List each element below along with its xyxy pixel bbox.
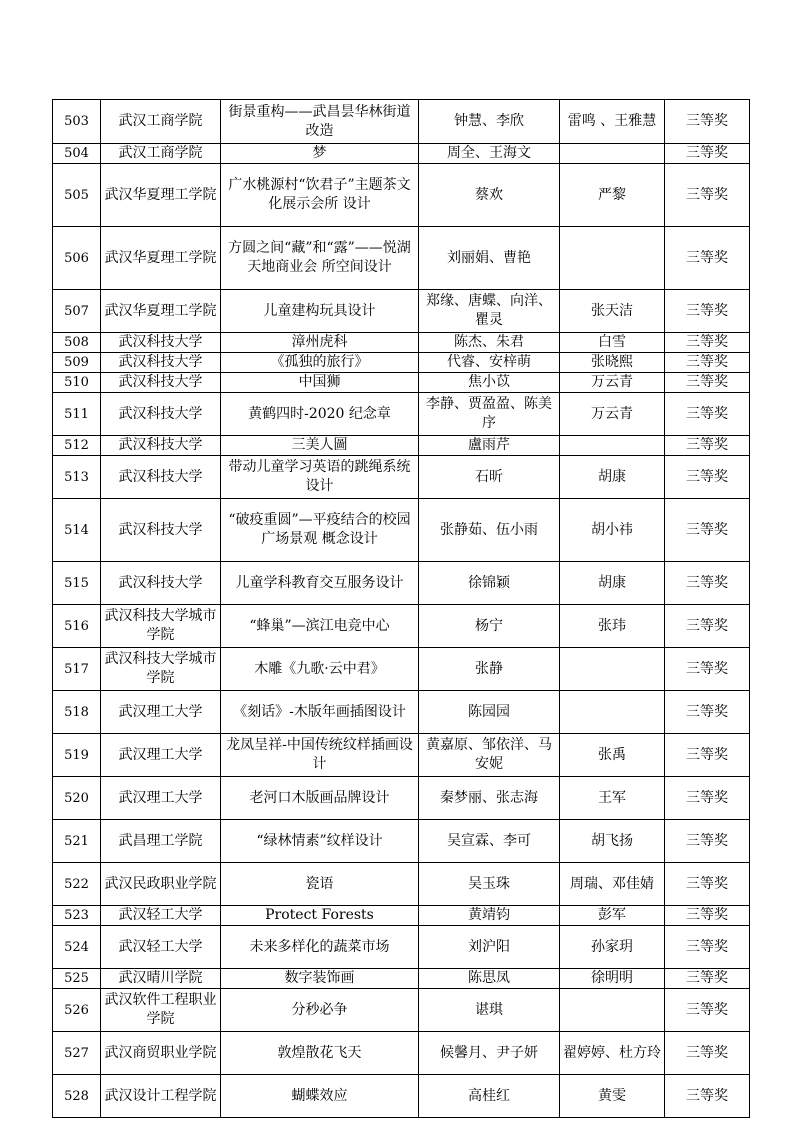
- table-row: [53, 393, 750, 436]
- authors-cell: 刘沪阳: [419, 926, 560, 969]
- table-row: [53, 863, 750, 906]
- work-title-cell: 三美人圖: [221, 436, 419, 456]
- authors-cell: 陈园园: [419, 691, 560, 734]
- authors-cell: 候馨月、尹子妍: [419, 1032, 560, 1075]
- school-name-cell: 武汉科技大学: [101, 499, 221, 562]
- row-number-cell: 527: [53, 1032, 101, 1075]
- school-name-cell: 武汉商贸职业学院: [101, 1032, 221, 1075]
- authors-cell: 徐锦颖: [419, 562, 560, 605]
- table-row: [53, 290, 750, 333]
- table-row: [53, 969, 750, 989]
- authors-cell: 石昕: [419, 456, 560, 499]
- advisor-cell: 黄雯: [560, 1075, 665, 1118]
- award-level-cell: 三等奖: [665, 100, 750, 144]
- table-row: [53, 164, 750, 227]
- row-number-cell: 522: [53, 863, 101, 906]
- work-title-cell: 带动儿童学习英语的跳绳系统设计: [221, 456, 419, 499]
- advisor-cell: 胡飞扬: [560, 820, 665, 863]
- award-level-cell: 三等奖: [665, 605, 750, 648]
- row-number-cell: 509: [53, 353, 101, 373]
- work-title-cell: 《刻话》-木版年画插图设计: [221, 691, 419, 734]
- school-name-cell: 武汉工商学院: [101, 100, 221, 144]
- authors-cell: 吴玉珠: [419, 863, 560, 906]
- work-title-cell: 漳州虎科: [221, 333, 419, 353]
- authors-cell: 黄靖钧: [419, 906, 560, 926]
- school-name-cell: 武汉科技大学城市学院: [101, 605, 221, 648]
- authors-cell: 吴宣霖、李可: [419, 820, 560, 863]
- work-title-cell: Protect Forests: [221, 906, 419, 926]
- award-level-cell: 三等奖: [665, 562, 750, 605]
- award-level-cell: 三等奖: [665, 499, 750, 562]
- award-level-cell: 三等奖: [665, 820, 750, 863]
- table-row: [53, 1075, 750, 1118]
- work-title-cell: 《孤独的旅行》: [221, 353, 419, 373]
- award-level-cell: 三等奖: [665, 648, 750, 691]
- award-level-cell: 三等奖: [665, 393, 750, 436]
- advisor-cell: 胡康: [560, 456, 665, 499]
- authors-cell: 李静、贾盈盈、陈美序: [419, 393, 560, 436]
- table-row: [53, 373, 750, 393]
- work-title-cell: 方圆之间“藏”和“露”——悦湖天地商业会 所空间设计: [221, 227, 419, 290]
- table-row: [53, 605, 750, 648]
- authors-cell: 张静茹、伍小雨: [419, 499, 560, 562]
- advisor-cell: [560, 691, 665, 734]
- award-level-cell: 三等奖: [665, 777, 750, 820]
- authors-cell: 盧雨芹: [419, 436, 560, 456]
- school-name-cell: 武汉科技大学: [101, 373, 221, 393]
- school-name-cell: 武汉华夏理工学院: [101, 290, 221, 333]
- work-title-cell: 蝴蝶效应: [221, 1075, 419, 1118]
- award-level-cell: 三等奖: [665, 333, 750, 353]
- table-row: [53, 648, 750, 691]
- advisor-cell: 张天洁: [560, 290, 665, 333]
- work-title-cell: “蜂巢”—滨江电竞中心: [221, 605, 419, 648]
- work-title-cell: 数字装饰画: [221, 969, 419, 989]
- award-level-cell: 三等奖: [665, 989, 750, 1032]
- award-level-cell: 三等奖: [665, 691, 750, 734]
- row-number-cell: 503: [53, 100, 101, 144]
- table-row: [53, 499, 750, 562]
- authors-cell: 焦小苡: [419, 373, 560, 393]
- row-number-cell: 506: [53, 227, 101, 290]
- row-number-cell: 526: [53, 989, 101, 1032]
- school-name-cell: 武汉华夏理工学院: [101, 227, 221, 290]
- advisor-cell: 万云青: [560, 373, 665, 393]
- advisor-cell: 张晓熙: [560, 353, 665, 373]
- award-level-cell: 三等奖: [665, 969, 750, 989]
- work-title-cell: 瓷语: [221, 863, 419, 906]
- work-title-cell: 黄鹤四时-2020 纪念章: [221, 393, 419, 436]
- table-row: [53, 989, 750, 1032]
- advisor-cell: 孙家玥: [560, 926, 665, 969]
- advisor-cell: 王军: [560, 777, 665, 820]
- school-name-cell: 武汉科技大学: [101, 436, 221, 456]
- table-row: [53, 820, 750, 863]
- row-number-cell: 524: [53, 926, 101, 969]
- table-row: [53, 906, 750, 926]
- row-number-cell: 507: [53, 290, 101, 333]
- row-number-cell: 515: [53, 562, 101, 605]
- work-title-cell: 广水桃源村“饮君子”主题茶文化展示会所 设计: [221, 164, 419, 227]
- row-number-cell: 513: [53, 456, 101, 499]
- table-row: [53, 734, 750, 777]
- work-title-cell: 木雕《九歌·云中君》: [221, 648, 419, 691]
- authors-cell: 郑缘、唐蝶、向洋、瞿灵: [419, 290, 560, 333]
- advisor-cell: 张禹: [560, 734, 665, 777]
- award-level-cell: 三等奖: [665, 926, 750, 969]
- work-title-cell: 分秒必争: [221, 989, 419, 1032]
- advisor-cell: 彭军: [560, 906, 665, 926]
- work-title-cell: 未来多样化的蔬菜市场: [221, 926, 419, 969]
- work-title-cell: 龙凤呈祥-中国传统纹样插画设计: [221, 734, 419, 777]
- row-number-cell: 508: [53, 333, 101, 353]
- work-title-cell: 中国狮: [221, 373, 419, 393]
- school-name-cell: 武汉理工大学: [101, 691, 221, 734]
- school-name-cell: 武汉科技大学: [101, 353, 221, 373]
- table-row: [53, 333, 750, 353]
- school-name-cell: 武汉晴川学院: [101, 969, 221, 989]
- row-number-cell: 514: [53, 499, 101, 562]
- school-name-cell: 武汉理工大学: [101, 777, 221, 820]
- advisor-cell: 严黎: [560, 164, 665, 227]
- award-level-cell: 三等奖: [665, 906, 750, 926]
- table-row: [53, 562, 750, 605]
- work-title-cell: 街景重构——武昌昙华林街道改造: [221, 100, 419, 144]
- award-level-cell: 三等奖: [665, 227, 750, 290]
- school-name-cell: 武汉科技大学: [101, 333, 221, 353]
- table-row: [53, 436, 750, 456]
- advisor-cell: 万云青: [560, 393, 665, 436]
- row-number-cell: 517: [53, 648, 101, 691]
- table-row: [53, 691, 750, 734]
- school-name-cell: 武汉设计工程学院: [101, 1075, 221, 1118]
- advisor-cell: 白雪: [560, 333, 665, 353]
- award-table: [52, 99, 750, 1118]
- work-title-cell: 敦煌散花飞天: [221, 1032, 419, 1075]
- authors-cell: 秦梦丽、张志海: [419, 777, 560, 820]
- authors-cell: 蔡欢: [419, 164, 560, 227]
- authors-cell: 杨宁: [419, 605, 560, 648]
- advisor-cell: [560, 144, 665, 164]
- school-name-cell: 武汉科技大学: [101, 456, 221, 499]
- work-title-cell: 儿童建构玩具设计: [221, 290, 419, 333]
- authors-cell: 刘丽娟、曹艳: [419, 227, 560, 290]
- row-number-cell: 516: [53, 605, 101, 648]
- authors-cell: 张静: [419, 648, 560, 691]
- row-number-cell: 511: [53, 393, 101, 436]
- table-row: [53, 353, 750, 373]
- authors-cell: 高桂红: [419, 1075, 560, 1118]
- school-name-cell: 武汉工商学院: [101, 144, 221, 164]
- award-level-cell: 三等奖: [665, 164, 750, 227]
- award-level-cell: 三等奖: [665, 863, 750, 906]
- table-row: [53, 926, 750, 969]
- row-number-cell: 520: [53, 777, 101, 820]
- school-name-cell: 武汉民政职业学院: [101, 863, 221, 906]
- row-number-cell: 510: [53, 373, 101, 393]
- work-title-cell: 儿童学科教育交互服务设计: [221, 562, 419, 605]
- school-name-cell: 武汉轻工大学: [101, 926, 221, 969]
- authors-cell: 周全、王海文: [419, 144, 560, 164]
- award-level-cell: 三等奖: [665, 436, 750, 456]
- table-row: [53, 456, 750, 499]
- school-name-cell: 武汉轻工大学: [101, 906, 221, 926]
- advisor-cell: 胡小祎: [560, 499, 665, 562]
- work-title-cell: 老河口木版画品牌设计: [221, 777, 419, 820]
- table-row: [53, 144, 750, 164]
- advisor-cell: [560, 227, 665, 290]
- award-level-cell: 三等奖: [665, 1032, 750, 1075]
- award-level-cell: 三等奖: [665, 1075, 750, 1118]
- advisor-cell: [560, 436, 665, 456]
- school-name-cell: 武汉科技大学城市学院: [101, 648, 221, 691]
- advisor-cell: 胡康: [560, 562, 665, 605]
- row-number-cell: 521: [53, 820, 101, 863]
- row-number-cell: 518: [53, 691, 101, 734]
- table-row: [53, 100, 750, 144]
- authors-cell: 谌琪: [419, 989, 560, 1032]
- row-number-cell: 519: [53, 734, 101, 777]
- work-title-cell: “破疫重圆”—平疫结合的校园广场景观 概念设计: [221, 499, 419, 562]
- row-number-cell: 523: [53, 906, 101, 926]
- award-level-cell: 三等奖: [665, 456, 750, 499]
- school-name-cell: 武昌理工学院: [101, 820, 221, 863]
- authors-cell: 陈思凤: [419, 969, 560, 989]
- award-level-cell: 三等奖: [665, 734, 750, 777]
- authors-cell: 黄嘉原、邹依洋、马安妮: [419, 734, 560, 777]
- advisor-cell: [560, 648, 665, 691]
- school-name-cell: 武汉理工大学: [101, 734, 221, 777]
- advisor-cell: 徐明明: [560, 969, 665, 989]
- school-name-cell: 武汉科技大学: [101, 393, 221, 436]
- table-row: [53, 227, 750, 290]
- authors-cell: 钟慧、李欣: [419, 100, 560, 144]
- table-row: [53, 777, 750, 820]
- school-name-cell: 武汉软件工程职业学院: [101, 989, 221, 1032]
- school-name-cell: 武汉华夏理工学院: [101, 164, 221, 227]
- work-title-cell: 梦: [221, 144, 419, 164]
- award-level-cell: 三等奖: [665, 353, 750, 373]
- school-name-cell: 武汉科技大学: [101, 562, 221, 605]
- row-number-cell: 528: [53, 1075, 101, 1118]
- authors-cell: 代睿、安梓萌: [419, 353, 560, 373]
- row-number-cell: 512: [53, 436, 101, 456]
- advisor-cell: 周瑞、邓佳婧: [560, 863, 665, 906]
- advisor-cell: 雷鸣 、王雅慧: [560, 100, 665, 144]
- authors-cell: 陈杰、朱君: [419, 333, 560, 353]
- row-number-cell: 504: [53, 144, 101, 164]
- row-number-cell: 525: [53, 969, 101, 989]
- work-title-cell: “绿林情素”纹样设计: [221, 820, 419, 863]
- award-level-cell: 三等奖: [665, 144, 750, 164]
- row-number-cell: 505: [53, 164, 101, 227]
- advisor-cell: 翟婷婷、杜方玲: [560, 1032, 665, 1075]
- table-row: [53, 1032, 750, 1075]
- award-level-cell: 三等奖: [665, 290, 750, 333]
- advisor-cell: [560, 989, 665, 1032]
- award-level-cell: 三等奖: [665, 373, 750, 393]
- advisor-cell: 张玮: [560, 605, 665, 648]
